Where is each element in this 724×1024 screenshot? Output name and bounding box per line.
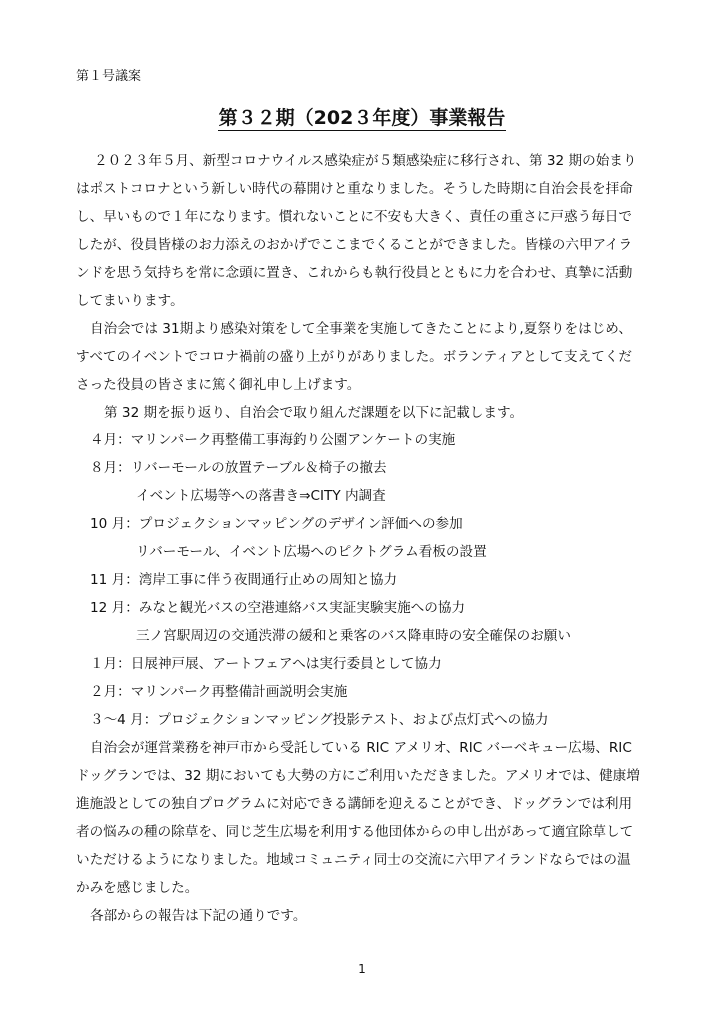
intro-line: さった役員の皆さまに篤く御礼申し上げます。 [76, 377, 361, 393]
agenda-label: 第１号議案 [76, 69, 142, 84]
intro-line: し、早いもので１年になります。慣れないことに不安も大きく、責任の重さに戸惑う毎日で [76, 209, 632, 225]
activity-item: ８月：リバーモールの放置テーブル＆椅子の撤去 [90, 460, 387, 476]
activity-item: 12 月：みなと観光バスの空港連絡バス実証実験実施への協力 [90, 600, 466, 616]
activity-item: ２月：マリンパーク再整備計画説明会実施 [90, 684, 348, 700]
activity-item: １月：日展神戸展、アートフェアへは実行委員として協力 [90, 656, 442, 672]
activity-item: 10 月：プロジェクションマッピングのデザイン評価への参加 [90, 516, 463, 532]
closing-line: 自治会が運営業務を神戸市から受託している RIC アメリオ、RIC バーベキュー広場、RIC [90, 740, 632, 756]
closing-line: ドッグランでは、32 期においても大勢の方にご利用いただきました。アメリオでは、健康増 [76, 768, 640, 784]
activity-item: ４月：マリンパーク再整備工事海釣り公園アンケートの実施 [90, 432, 456, 448]
intro-line: したが、役員皆様のお力添えのおかげでここまでくることができました。皆様の六甲アイラ [76, 237, 633, 253]
closing-line: かみを感じました。 [76, 880, 199, 896]
page-title-text: 第３２期（202３年度）事業報告 [218, 107, 506, 129]
intro-line: してまいります。 [76, 293, 184, 309]
intro-line: すべてのイベントでコロナ禍前の盛り上がりがありました。ボランティアとして支えてくだ [76, 349, 632, 365]
activity-item-continuation: リバーモール、イベント広場へのピクトグラム看板の設置 [136, 544, 487, 560]
page-title [0, 104, 724, 132]
closing-line: 各部からの報告は下記の通りです。 [90, 908, 307, 924]
activity-item-continuation: イベント広場等への落書き⇒CITY 内調査 [136, 488, 386, 504]
activity-item: 11 月：湾岸工事に伴う夜間通行止めの周知と協力 [90, 572, 398, 588]
intro-line: 第 32 期を振り返り、自治会で取り組んだ課題を以下に記載します。 [104, 405, 524, 421]
intro-line: はポストコロナという新しい時代の幕開けと重なりました。そうした時期に自治会長を拝命 [76, 181, 633, 197]
closing-line: 者の悩みの種の除草を、同じ芝生広場を利用する他団体からの申し出があって適宜除草して [76, 824, 634, 840]
activity-item-continuation: 三ノ宮駅周辺の交通渋滞の緩和と乗客のバス降車時の安全確保のお願い [136, 628, 571, 644]
intro-line: ンドを思う気持ちを常に念頭に置き、これからも執行役員とともに力を合わせ、真摯に活動 [76, 265, 633, 281]
page-number: 1 [358, 962, 366, 976]
closing-line: 進施設としての独自プログラムに対応できる講師を迎えることができ、ドッグランでは利用 [76, 796, 633, 812]
activity-item: ３～4 月：プロジェクションマッピング投影テスト、および点灯式への協力 [90, 712, 549, 728]
intro-line: ２０２３年５月、新型コロナウイルス感染症が５類感染症に移行され、第 32 期の始まり [94, 153, 637, 169]
closing-line: いただけるようになりました。地域コミュニティ同士の交流に六甲アイランドならではの温 [76, 852, 631, 868]
intro-line: 自治会では 31期より感染対策をして全事業を実施してきたことにより,夏祭りをはじめ、 [90, 321, 632, 337]
